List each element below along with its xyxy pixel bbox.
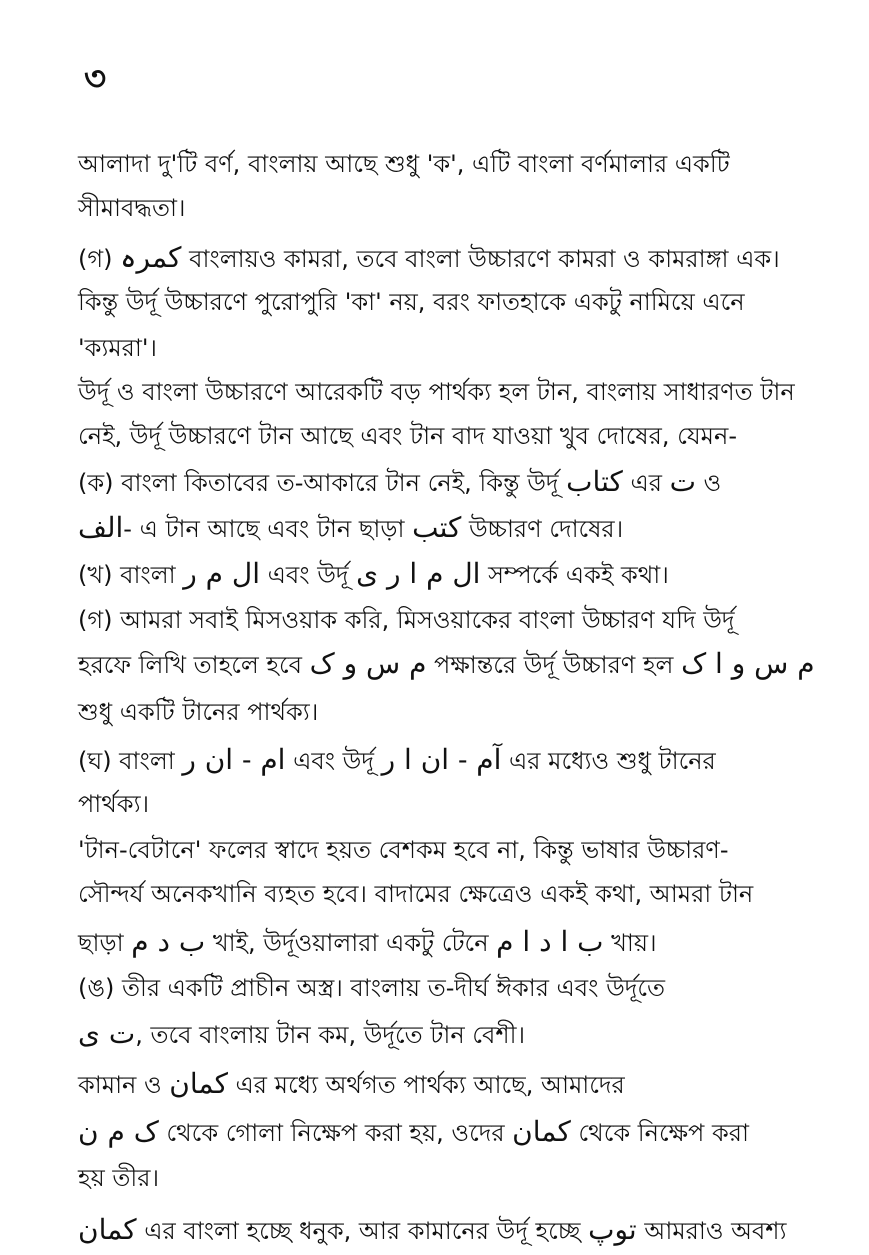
text-line (78, 414, 829, 458)
urdu-word: کتاب (566, 465, 623, 498)
text-line (78, 326, 829, 370)
urdu-word: ب د م (131, 925, 206, 958)
bangla-text: , তবে বাংলায় টান কম, উর্দূতে টান বেশী। (135, 1021, 526, 1049)
text-line (78, 236, 829, 281)
bangla-text: উচ্চারণ দোষের। (461, 515, 624, 543)
urdu-word: ال م ا ر ی (356, 557, 481, 590)
text-line (78, 506, 829, 551)
urdu-word: آم - ان ا ر (381, 743, 502, 776)
text-line (78, 1156, 829, 1200)
bangla-text: এর (622, 469, 670, 497)
urdu-word: کتب (412, 511, 462, 544)
text-line (78, 142, 829, 186)
urdu-word: م س و ا ک (681, 647, 815, 680)
text-line (78, 690, 829, 734)
text-line (78, 872, 829, 916)
bangla-text: উর্দূ ও বাংলা উচ্চারণে আরেকটি বড় পার্থক্য হল টান, বাংলায় সাধারণত টান (78, 378, 795, 406)
urdu-word: ال م ر (183, 557, 261, 590)
bangla-text: (খ) বাংলা (78, 561, 184, 589)
urdu-word: م س و ک (309, 647, 427, 680)
text-line (78, 966, 829, 1010)
urdu-word: ت ی (78, 1017, 136, 1050)
text-line (78, 552, 829, 597)
bangla-text: (গ) (78, 245, 121, 273)
text-line (78, 186, 829, 230)
urdu-word: کمان (78, 1213, 137, 1246)
bangla-text: ছাড়া (78, 929, 132, 957)
bangla-text: আমরাও অবশ্য (636, 1217, 787, 1245)
urdu-word: توپ (588, 1213, 637, 1246)
text-line (78, 920, 829, 965)
text-line (78, 782, 829, 826)
urdu-word: ت (669, 465, 696, 498)
bangla-text: এবং উর্দূ (285, 747, 382, 775)
bangla-text: থেকে গোলা নিক্ষেপ করা হয়, ওদের (158, 1119, 513, 1147)
bangla-text: এবং উর্দূ (260, 561, 357, 589)
bangla-text: এর মধ্যেও শুধু টানের (501, 747, 716, 775)
text-line (78, 1208, 829, 1253)
bangla-text: শুধু একটি টানের পার্থক্য। (78, 698, 319, 726)
bangla-text: কামান ও (78, 1071, 170, 1099)
text-line (78, 738, 829, 783)
bangla-text: কিন্তু উর্দূ উচ্চারণে পুরোপুরি 'কা' নয়, বরং ফাতহাকে একটু নামিয়ে এনে (78, 288, 745, 316)
bangla-text: (ক) বাংলা কিতাবের ত-আকারে টান নেই, কিন্তু উর্দূ (78, 469, 567, 497)
bangla-text: খায়। (603, 929, 657, 957)
bangla-text: সীমাবদ্ধতা। (78, 194, 186, 222)
bangla-text: খাই, উর্দূওয়ালারা একটু টেনে (205, 929, 497, 957)
bangla-text: (ঙ) তীর একটি প্রাচীন অস্ত্র। বাংলায় ত-দীর্ঘ ঈকার এবং উর্দূতে (78, 974, 666, 1002)
bangla-text: এর মধ্যে অর্থগত পার্থক্য আছে, আমাদের (227, 1071, 625, 1099)
bangla-text: (গ) আমরা সবাই মিসওয়াক করি, মিসওয়াকের বাংলা উচ্চারণ যদি উর্দূ (78, 606, 735, 634)
bangla-text: এর বাংলা হচ্ছে ধনুক, আর কামানের উর্দূ হচ্ছে (136, 1217, 589, 1245)
bangla-text: থেকে নিক্ষেপ করা (570, 1119, 749, 1147)
urdu-word: کمان (169, 1067, 228, 1100)
bangla-text: - এ টান আছে এবং টান ছাড়া (123, 515, 413, 543)
bangla-text: নেই, উর্দূ উচ্চারণে টান আছে এবং টান বাদ যাওয়া খুব দোষের, যেমন- (78, 422, 737, 450)
text-line (78, 642, 829, 687)
bangla-text: 'টান-বেটানে' ফলের স্বাদে হয়ত বেশকম হবে না, কিন্তু ভাষার উচ্চারণ- (78, 836, 729, 864)
bangla-text: হরফে লিখি তাহলে হবে (78, 651, 310, 679)
text-line (78, 1062, 829, 1107)
bangla-text: ও (695, 469, 722, 497)
bangla-text: 'ক্যমরা'। (78, 334, 158, 362)
text-line (78, 598, 829, 642)
urdu-word: ب ا د ا م (496, 925, 604, 958)
text-line (78, 1110, 829, 1155)
bangla-text: (ঘ) বাংলা (78, 747, 183, 775)
urdu-word: کمان (512, 1115, 571, 1148)
bangla-text: পার্থক্য। (78, 790, 150, 818)
text-line (78, 1012, 829, 1057)
text-line (78, 828, 829, 872)
bangla-text: সৌন্দর্য অনেকখানি ব্যহত হবে। বাদামের ক্ষেত্রেও একই কথা, আমরা টান (78, 880, 754, 908)
urdu-word: کمرہ (120, 241, 182, 274)
bangla-text: সম্পর্কে একই কথা। (480, 561, 669, 589)
page-number: ৩ (84, 59, 107, 99)
bangla-text: পক্ষান্তরে উর্দূ উচ্চারণ হল (426, 651, 682, 679)
text-line (78, 370, 829, 414)
text-line (78, 280, 829, 324)
urdu-word: الف (78, 511, 124, 544)
text-line (78, 460, 829, 505)
bangla-text: হয় তীর। (78, 1164, 160, 1192)
bangla-text: বাংলায়ও কামরা, তবে বাংলা উচ্চারণে কামরা ও কামরাঙ্গা এক। (181, 245, 780, 273)
urdu-word: ک م ن (78, 1115, 159, 1148)
urdu-word: ام - ان ر (182, 743, 286, 776)
bangla-text: আলাদা দু'টি বর্ণ, বাংলায় আছে শুধু 'ক', এটি বাংলা বর্ণমালার একটি (78, 150, 730, 178)
